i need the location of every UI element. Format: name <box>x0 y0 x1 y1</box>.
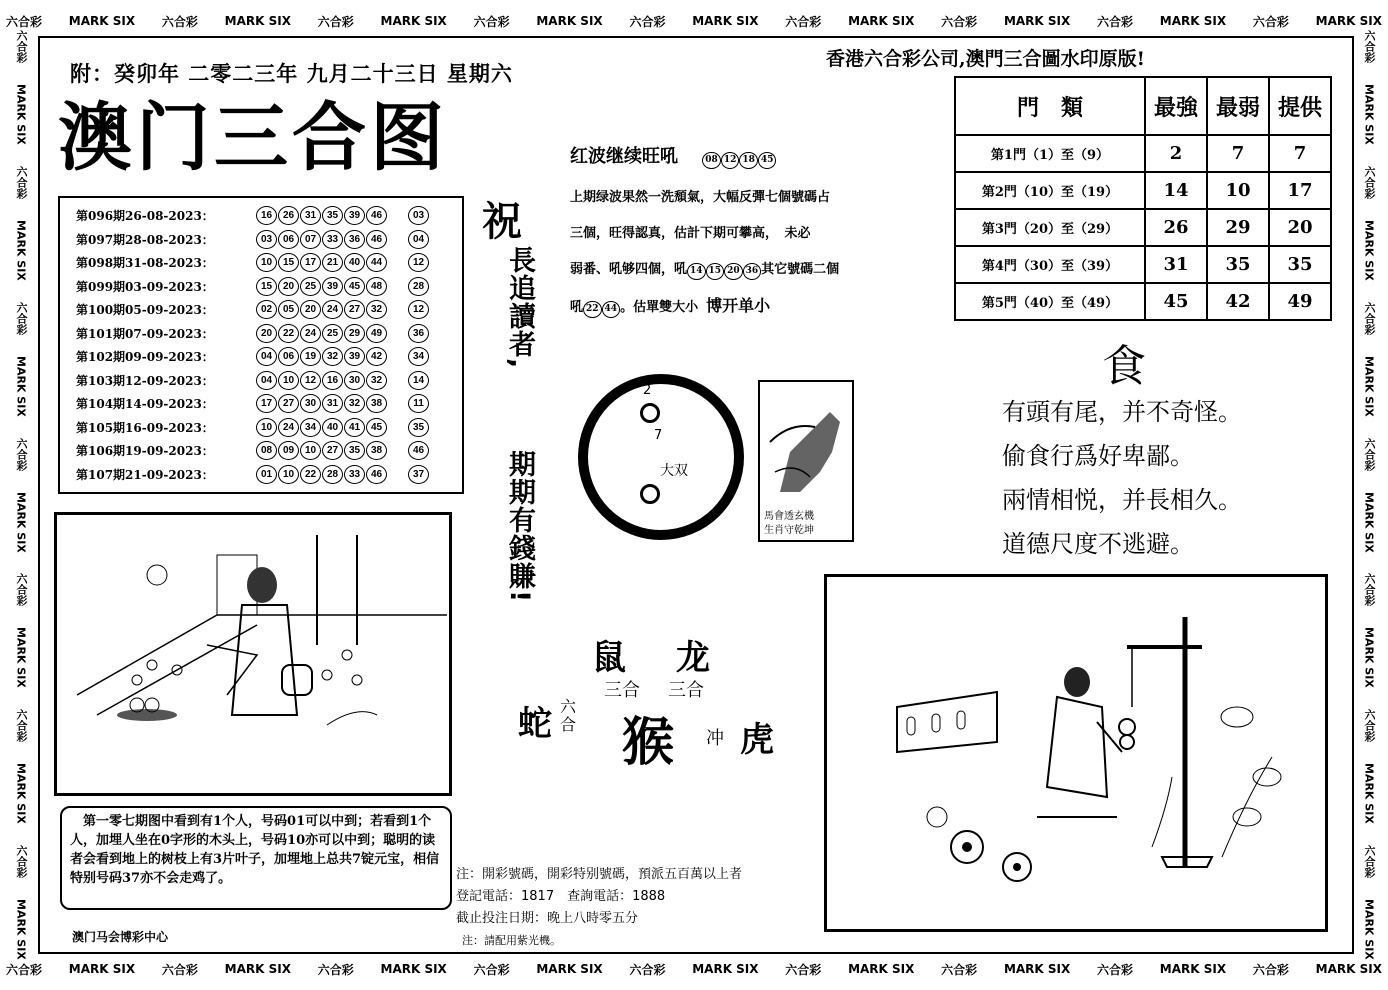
special-ball: 35 <box>408 418 429 437</box>
number-ball: 24 <box>300 324 321 343</box>
number-ball: 20 <box>256 324 277 343</box>
number-ball: 35 <box>322 206 343 225</box>
special-ball: 37 <box>408 465 429 484</box>
table-cell: 26 <box>1145 209 1207 246</box>
number-ball: 22 <box>583 301 602 318</box>
center-name: 澳门马会博彩中心 <box>72 930 169 944</box>
border-cn-text: 六合彩 <box>6 962 43 977</box>
border-en-text: MARK SIX <box>14 491 28 553</box>
number-ball: 27 <box>278 394 299 413</box>
border-cn-text: 六合彩 <box>15 845 28 879</box>
number-ball: 20 <box>724 263 743 280</box>
number-ball: 09 <box>278 441 299 460</box>
border-en-text: MARK SIX <box>1159 962 1227 976</box>
number-ball: 05 <box>278 300 299 319</box>
blessing-line1: 長追讀者, <box>504 246 535 370</box>
table-cell: 29 <box>1207 209 1269 246</box>
table-row <box>955 172 1331 209</box>
border-cn-text: 六合彩 <box>15 573 28 607</box>
poem-title: 食 <box>1102 341 1146 392</box>
number-ball: 20 <box>278 277 299 296</box>
number-ball: 25 <box>322 324 343 343</box>
number-ball: 15 <box>278 253 299 272</box>
border-cn-text: 六合彩 <box>1097 962 1134 977</box>
border-cn-text: 六合彩 <box>1363 709 1376 743</box>
border-top <box>0 6 1388 36</box>
number-ball: 10 <box>256 253 277 272</box>
number-ball: 01 <box>256 465 277 484</box>
number-ball: 31 <box>300 206 321 225</box>
special-ball: 34 <box>408 347 429 366</box>
blessing-line2: 期期有錢賺! <box>504 450 535 604</box>
blessing-zhu: 祝 <box>482 199 522 245</box>
zodiac-long: 龙 <box>676 638 710 678</box>
hint-mid-num: 7 <box>654 428 663 443</box>
red-wave-section <box>570 142 776 169</box>
table-header: 最強 <box>1145 77 1207 135</box>
number-ball: 06 <box>278 347 299 366</box>
table-row <box>955 246 1331 283</box>
border-en-text: MARK SIX <box>14 84 28 145</box>
number-ball: 24 <box>322 300 343 319</box>
history-row <box>76 275 462 299</box>
number-ball: 39 <box>322 277 343 296</box>
number-ball: 44 <box>366 253 387 272</box>
border-cn-text: 六合彩 <box>473 962 510 977</box>
number-ball: 45 <box>344 277 365 296</box>
border-cn-text: 六合彩 <box>1363 437 1376 471</box>
number-ball: 17 <box>300 253 321 272</box>
border-en-text: MARK SIX <box>224 14 291 28</box>
border-en-text: MARK SIX <box>1362 627 1376 689</box>
number-ball: 02 <box>256 300 277 319</box>
border-en-text: MARK SIX <box>1362 355 1376 417</box>
number-ball: 27 <box>322 441 343 460</box>
number-ball: 48 <box>366 277 387 296</box>
border-cn-text: 六合彩 <box>1363 573 1376 607</box>
stamp-text: 馬會透玄機 生肖守乾坤 <box>764 511 814 536</box>
border-cn-text: 六合彩 <box>1363 30 1376 63</box>
border-en-text: MARK SIX <box>1362 899 1376 960</box>
number-ball: 32 <box>344 394 365 413</box>
number-ball: 36 <box>743 263 762 280</box>
history-period: 第107期21-09-2023： <box>76 467 214 482</box>
border-en-text: MARK SIX <box>848 14 915 28</box>
number-ball: 08 <box>702 152 721 169</box>
number-ball: 10 <box>278 465 299 484</box>
border-cn-text: 六合彩 <box>1363 165 1376 199</box>
border-en-text: MARK SIX <box>14 627 28 689</box>
border-cn-text: 六合彩 <box>15 165 28 199</box>
table-row <box>955 209 1331 246</box>
border-cn-text: 六合彩 <box>1252 14 1289 29</box>
number-ball: 41 <box>344 418 365 437</box>
border-en-text: MARK SIX <box>224 962 291 976</box>
border-en-text: MARK SIX <box>68 14 136 28</box>
door-label: 第5門（40）至（49） <box>955 283 1145 320</box>
red-wave-line1: 上期绿波果然一洗頹氣，大幅反彈七個號碼占 <box>570 190 831 205</box>
number-ball: 19 <box>300 347 321 366</box>
number-ball: 33 <box>344 465 365 484</box>
door-label: 第3門（20）至（29） <box>955 209 1145 246</box>
number-ball: 46 <box>366 230 387 249</box>
poem-line: 偷食行爲好卑鄙。 <box>1002 442 1194 470</box>
number-ball: 03 <box>256 230 277 249</box>
table-cell: 31 <box>1145 246 1207 283</box>
history-period: 第102期09-09-2023： <box>76 350 214 365</box>
table-row <box>955 135 1331 172</box>
number-ball: 44 <box>602 301 621 318</box>
number-ball: 12 <box>721 152 740 169</box>
number-ball: 36 <box>344 230 365 249</box>
history-period: 第097期28-08-2023： <box>76 232 214 247</box>
history-period: 第096期26-08-2023： <box>76 209 214 224</box>
border-en-text: MARK SIX <box>848 962 915 976</box>
border-en-text: MARK SIX <box>536 14 603 28</box>
number-ball: 10 <box>278 371 299 390</box>
history-row <box>76 228 462 252</box>
table-cell: 45 <box>1145 283 1207 320</box>
table-cell: 49 <box>1269 283 1331 320</box>
history-row <box>76 463 462 487</box>
number-ball: 39 <box>344 347 365 366</box>
number-ball: 26 <box>278 206 299 225</box>
poem-line: 有頭有尾，并不奇怪。 <box>1002 398 1242 426</box>
history-row <box>76 416 462 440</box>
table-cell: 14 <box>1145 172 1207 209</box>
red-wave-text <box>570 180 900 326</box>
number-ball: 30 <box>300 394 321 413</box>
number-ball: 40 <box>322 418 343 437</box>
scene-left <box>54 512 452 796</box>
border-cn-text: 六合彩 <box>629 14 666 29</box>
number-ball: 14 <box>687 263 706 280</box>
history-period: 第101期07-09-2023： <box>76 326 214 341</box>
zodiac-she: 蛇 <box>518 704 552 744</box>
number-ball: 17 <box>256 394 277 413</box>
number-ball: 38 <box>366 441 387 460</box>
table-header: 門 類 <box>955 77 1145 135</box>
door-table <box>954 76 1332 321</box>
red-wave-line2: 三個，旺得認真，估計下期可攀高， 未必 <box>570 226 811 241</box>
border-en-text: MARK SIX <box>692 14 759 28</box>
number-ball: 32 <box>322 347 343 366</box>
number-ball: 29 <box>344 324 365 343</box>
border-cn-text: 六合彩 <box>1252 962 1289 977</box>
special-ball: 11 <box>408 394 429 413</box>
number-ball: 15 <box>256 277 277 296</box>
border-en-text: MARK SIX <box>14 899 28 960</box>
number-ball: 35 <box>344 441 365 460</box>
number-ball: 08 <box>256 441 277 460</box>
number-ball: 33 <box>322 230 343 249</box>
hint-ring-top <box>640 403 660 423</box>
number-ball: 24 <box>278 418 299 437</box>
scene-right <box>824 574 1328 932</box>
special-ball: 12 <box>408 253 429 272</box>
number-ball: 10 <box>256 418 277 437</box>
red-wave-balls <box>702 146 776 167</box>
number-ball: 21 <box>322 253 343 272</box>
number-ball: 49 <box>366 324 387 343</box>
border-cn-text: 六合彩 <box>15 437 28 471</box>
number-ball: 04 <box>256 371 277 390</box>
border-en-text: MARK SIX <box>380 14 447 28</box>
border-en-text: MARK SIX <box>1362 84 1376 145</box>
border-en-text: MARK SIX <box>1315 962 1382 976</box>
border-en-text: MARK SIX <box>1315 14 1382 28</box>
history-period: 第098期31-08-2023： <box>76 256 214 271</box>
number-ball: 28 <box>322 465 343 484</box>
date-line: 附：癸卯年 二零二三年 九月二十三日 星期六 <box>70 61 513 86</box>
border-cn-text: 六合彩 <box>1363 301 1376 335</box>
number-ball: 12 <box>300 371 321 390</box>
number-ball: 22 <box>300 465 321 484</box>
number-ball: 31 <box>322 394 343 413</box>
table-cell: 42 <box>1207 283 1269 320</box>
border-cn-text: 六合彩 <box>317 14 354 29</box>
table-cell: 35 <box>1207 246 1269 283</box>
door-label: 第4門（30）至（39） <box>955 246 1145 283</box>
border-cn-text: 六合彩 <box>473 14 510 29</box>
red-wave-title: 红波继续旺吼 <box>570 146 678 167</box>
border-cn-text: 六合彩 <box>941 14 978 29</box>
border-en-text: MARK SIX <box>1003 14 1071 28</box>
history-list <box>76 204 462 486</box>
number-ball: 22 <box>278 324 299 343</box>
number-ball: 34 <box>300 418 321 437</box>
special-ball: 04 <box>408 230 429 249</box>
door-label: 第2門（10）至（19） <box>955 172 1145 209</box>
number-ball: 39 <box>344 206 365 225</box>
number-ball: 20 <box>300 300 321 319</box>
border-right <box>1354 30 1384 960</box>
border-en-text: MARK SIX <box>1003 962 1071 976</box>
border-en-text: MARK SIX <box>692 962 759 976</box>
border-cn-text: 六合彩 <box>161 14 198 29</box>
border-en-text: MARK SIX <box>536 962 603 976</box>
border-en-text: MARK SIX <box>14 763 28 825</box>
number-ball: 18 <box>739 152 758 169</box>
history-period: 第105期16-09-2023： <box>76 420 214 435</box>
poem-line: 道德尺度不逃避。 <box>1002 530 1194 558</box>
border-en-text: MARK SIX <box>68 962 136 976</box>
border-cn-text: 六合彩 <box>15 30 28 63</box>
table-cell: 17 <box>1269 172 1331 209</box>
border-en-text: MARK SIX <box>1362 491 1376 553</box>
table-cell: 10 <box>1207 172 1269 209</box>
border-cn-text: 六合彩 <box>785 962 822 977</box>
history-period: 第099期03-09-2023： <box>76 279 214 294</box>
number-ball: 46 <box>366 465 387 484</box>
table-row <box>955 283 1331 320</box>
history-row <box>76 392 462 416</box>
border-en-text: MARK SIX <box>14 219 28 281</box>
border-cn-text: 六合彩 <box>1097 14 1134 29</box>
number-ball: 07 <box>300 230 321 249</box>
number-ball: 42 <box>366 347 387 366</box>
history-row <box>76 298 462 322</box>
border-cn-text: 六合彩 <box>317 962 354 977</box>
number-ball: 10 <box>300 441 321 460</box>
number-ball: 46 <box>366 206 387 225</box>
history-row <box>76 204 462 228</box>
history-period: 第103期12-09-2023： <box>76 373 214 388</box>
border-cn-text: 六合彩 <box>161 962 198 977</box>
zodiac-liuhe: 六 合 <box>560 697 577 734</box>
number-ball: 16 <box>256 206 277 225</box>
zodiac-hu: 虎 <box>740 720 774 760</box>
history-row <box>76 251 462 275</box>
footer-notes: 注：開彩號碼，開彩特别號碼，預派五百萬以上者 登記電話：1817 查詢電話：1888 截止投注日期：晚上八時零五分 注：請配用紫光機。 <box>456 867 743 947</box>
border-cn-text: 六合彩 <box>15 709 28 743</box>
number-ball: 38 <box>366 394 387 413</box>
number-ball: 16 <box>322 371 343 390</box>
border-left <box>6 30 36 960</box>
number-ball: 45 <box>366 418 387 437</box>
zodiac-sanhe2: 三合 <box>668 680 704 701</box>
border-en-text: MARK SIX <box>1362 219 1376 281</box>
zodiac-hou: 猴 <box>622 713 675 773</box>
history-row <box>76 345 462 369</box>
table-header: 最弱 <box>1207 77 1269 135</box>
note-box: 第一零七期图中看到有1个人，号码01可以中到；若看到1个人，加埋人坐在0字形的木头上，号码10亦可以中到；聪明的读者会看到地上的树枝上有3片叶子，加埋地上总共7锭元宝，相信特别号码37亦不会走鸡了。 <box>60 806 452 910</box>
history-period: 第104期14-09-2023： <box>76 397 214 412</box>
table-header: 提供 <box>1269 77 1331 135</box>
hint-top-num: 2 <box>643 383 652 398</box>
special-ball: 14 <box>408 371 429 390</box>
special-ball: 36 <box>408 324 429 343</box>
number-ball: 32 <box>366 371 387 390</box>
border-en-text: MARK SIX <box>1362 763 1376 825</box>
number-ball: 40 <box>344 253 365 272</box>
scene-left-sketch <box>57 515 449 793</box>
poem-line: 兩情相悦，并長相久。 <box>1002 486 1242 514</box>
special-ball: 12 <box>408 300 429 319</box>
page-title: 澳门三合图 <box>58 95 448 181</box>
history-box <box>58 196 464 494</box>
border-cn-text: 六合彩 <box>1363 845 1376 879</box>
red-wave-line3: 弱番、吼够四個，吼 14 15 20 36 其它號碼二個 <box>570 252 900 288</box>
history-row <box>76 322 462 346</box>
number-ball: 30 <box>344 371 365 390</box>
hint-ring-bottom <box>640 484 660 504</box>
number-ball: 25 <box>300 277 321 296</box>
number-ball: 27 <box>344 300 365 319</box>
table-cell: 35 <box>1269 246 1331 283</box>
hint-label: 大双 <box>660 463 688 479</box>
special-ball: 46 <box>408 441 429 460</box>
border-cn-text: 六合彩 <box>785 14 822 29</box>
number-ball: 04 <box>256 347 277 366</box>
table-cell: 20 <box>1269 209 1331 246</box>
border-bottom <box>0 954 1388 984</box>
number-ball: 32 <box>366 300 387 319</box>
special-ball: 03 <box>408 206 429 225</box>
table-cell: 2 <box>1145 135 1207 172</box>
table-cell: 7 <box>1207 135 1269 172</box>
table-cell: 7 <box>1269 135 1331 172</box>
special-ball: 28 <box>408 277 429 296</box>
zodiac-chong: 冲 <box>706 728 724 749</box>
number-ball: 45 <box>758 152 777 169</box>
border-cn-text: 六合彩 <box>629 962 666 977</box>
number-ball: 15 <box>706 263 725 280</box>
history-period: 第106期19-09-2023： <box>76 444 214 459</box>
number-ball: 06 <box>278 230 299 249</box>
poem <box>1002 390 1242 566</box>
zodiac-shu: 鼠 <box>592 638 626 678</box>
hint-circle <box>578 374 744 540</box>
stamp-box <box>758 380 854 542</box>
border-en-text: MARK SIX <box>380 962 447 976</box>
horse-sketch <box>760 382 852 508</box>
history-row <box>76 439 462 463</box>
door-label: 第1門（1）至（9） <box>955 135 1145 172</box>
border-cn-text: 六合彩 <box>6 14 43 29</box>
border-en-text: MARK SIX <box>14 355 28 417</box>
history-row <box>76 369 462 393</box>
red-wave-line4: 吼 22 44 。估單雙大小 博开单小 <box>570 288 900 326</box>
history-period: 第100期05-09-2023： <box>76 303 214 318</box>
border-en-text: MARK SIX <box>1159 14 1227 28</box>
border-cn-text: 六合彩 <box>15 301 28 335</box>
zodiac-sanhe1: 三合 <box>604 680 640 701</box>
border-cn-text: 六合彩 <box>941 962 978 977</box>
right-slogan: 香港六合彩公司,澳門三合圖水印原版! <box>826 48 1145 70</box>
scene-right-sketch <box>827 577 1325 929</box>
